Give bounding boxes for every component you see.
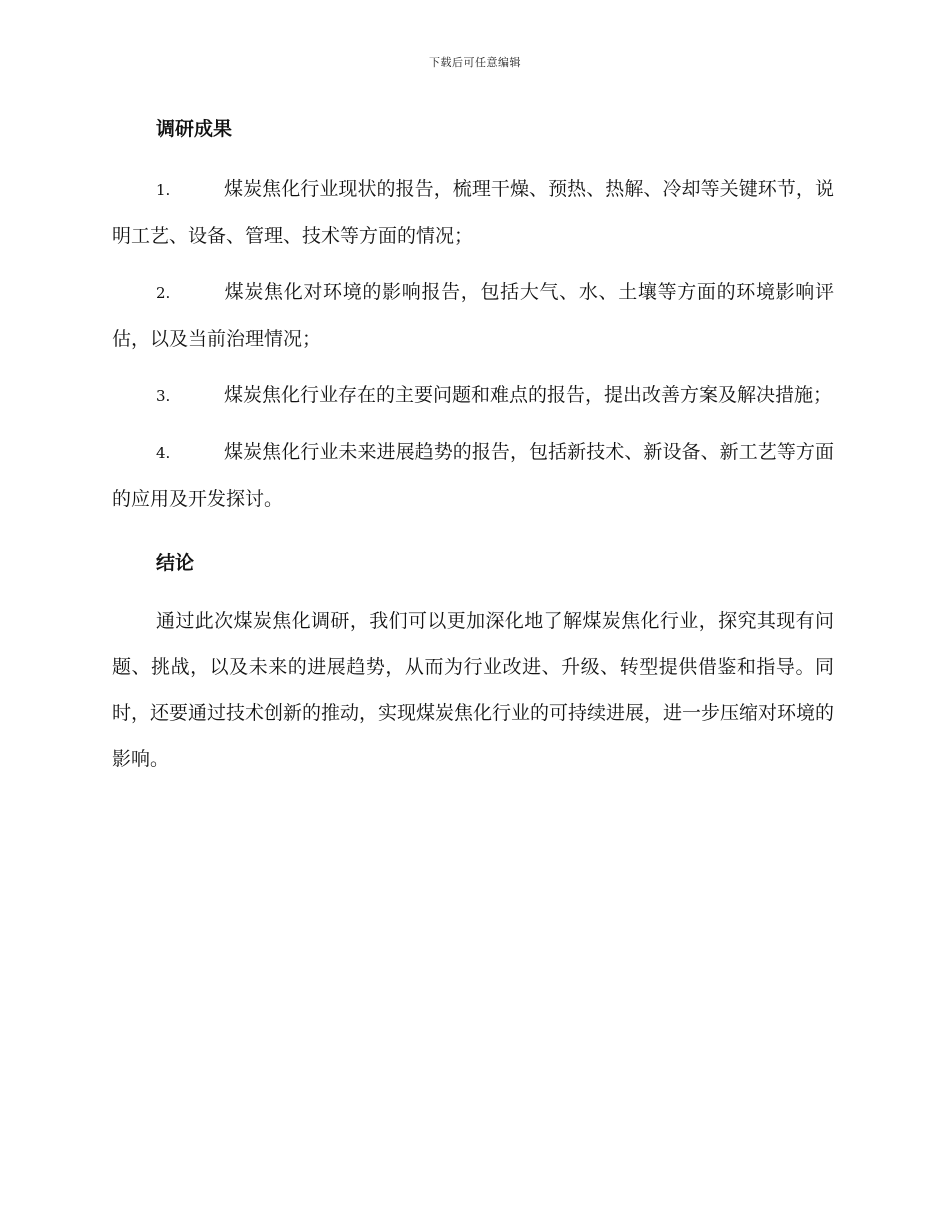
list-item-number: 4. (156, 444, 171, 462)
list-item-text: 煤炭焦化对环境的影响报告，包括大气、水、土壤等方面的环境影响评估，以及当前治理情况； (112, 281, 834, 350)
section-heading-conclusion: 结论 (156, 552, 195, 574)
conclusion-paragraph: 通过此次煤炭焦化调研，我们可以更加深化地了解煤炭焦化行业，探究其现有问题、挑战，以及未来的进展趋势，从而为行业改进、升级、转型提供借鉴和指导。同时，还要通过技术创新的推动，实现煤炭焦化行业的可持续进展，进一步压缩对环境的影响。 (112, 610, 835, 770)
section-heading-results: 调研成果 (156, 118, 233, 140)
list-item (112, 269, 834, 362)
list-item-number: 2. (156, 284, 171, 302)
results-list (112, 166, 834, 522)
list-item-number: 1. (156, 181, 171, 199)
list-item-text: 煤炭焦化行业未来进展趋势的报告，包括新技术、新设备、新工艺等方面的应用及开发探讨。 (112, 441, 834, 510)
list-item (112, 372, 834, 419)
page-header: 下载后可任意编辑 (429, 56, 521, 69)
list-item (112, 166, 834, 259)
list-item (112, 429, 834, 522)
document-body (112, 110, 834, 782)
list-item-number: 3. (156, 387, 171, 405)
list-item-text: 煤炭焦化行业现状的报告，梳理干燥、预热、热解、冷却等关键环节，说明工艺、设备、管理、技术等方面的情况； (112, 178, 834, 247)
list-item-text: 煤炭焦化行业存在的主要问题和难点的报告，提出改善方案及解决措施； (224, 384, 833, 406)
